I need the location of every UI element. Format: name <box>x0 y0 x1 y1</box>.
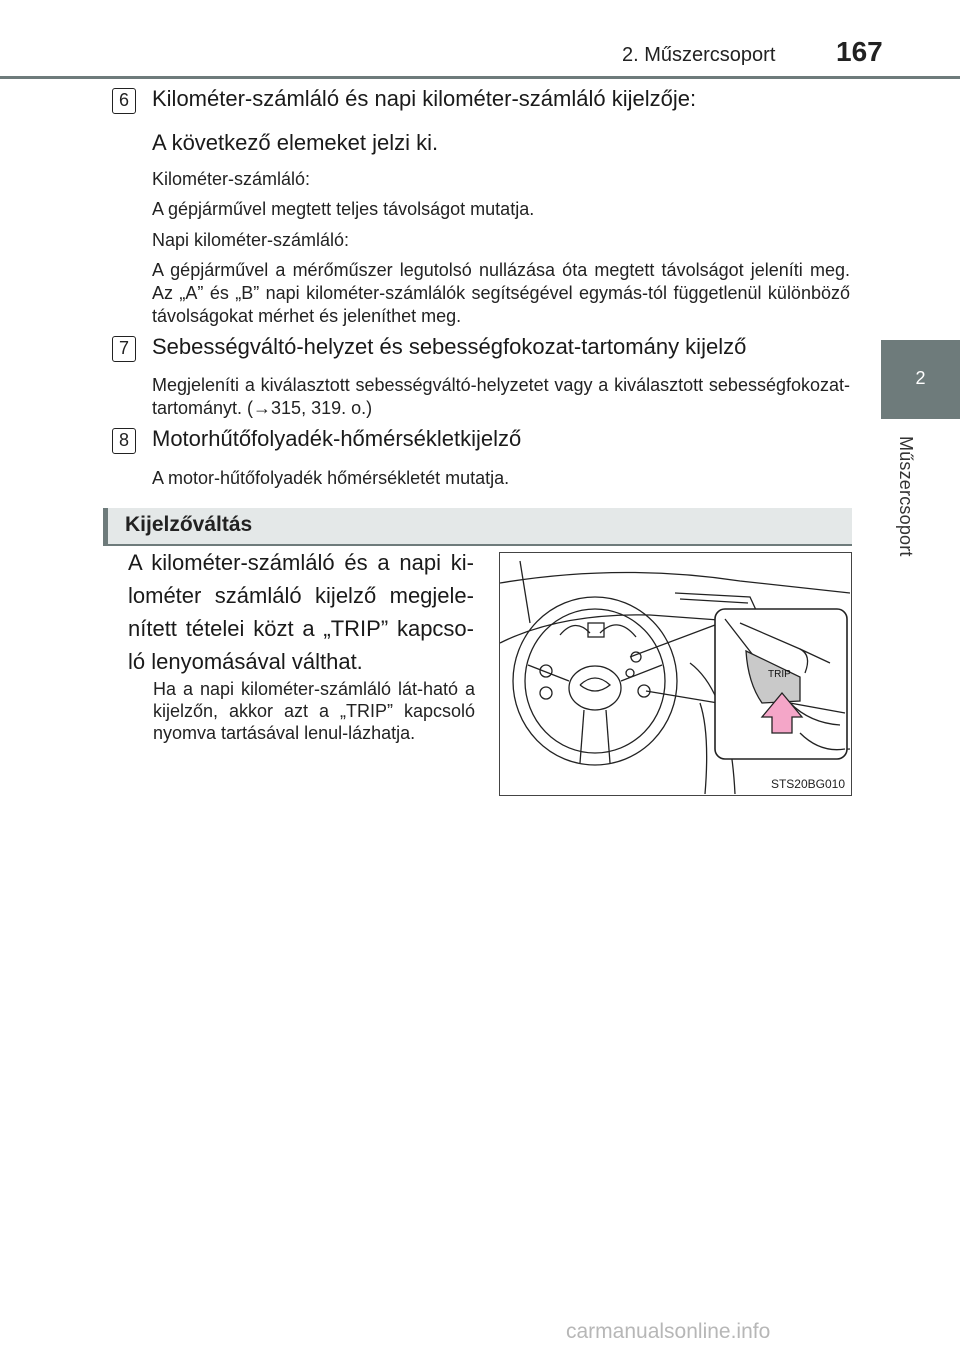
section-note: Ha a napi kilométer-számláló lát-ható a kijelzőn, akkor azt a „TRIP” kapcsoló nyomva tartásával lenul-lázhatja. <box>153 679 475 743</box>
item-title: Kilométer-számláló és napi kilométer-számláló kijelzője: <box>152 86 697 111</box>
item-text: A motor-hűtőfolyadék hőmérsékletét mutatja. <box>152 468 510 488</box>
chapter-tab-label: Műszercsoport <box>896 436 916 557</box>
chapter-tab-number: 2 <box>915 368 926 388</box>
item-text: A gépjárművel megtett teljes távolságot mutatja. <box>152 199 535 219</box>
item-subheading: Kilométer-számláló: <box>152 169 311 189</box>
chapter-tab[interactable] <box>881 340 960 419</box>
item-number-badge: 7 <box>112 336 136 362</box>
item-title: Motorhűtőfolyadék-hőmérsékletkijelző <box>152 426 522 451</box>
item-number-badge: 6 <box>112 88 136 114</box>
section-header <box>103 508 852 546</box>
item-lead: A következő elemeket jelzi ki. <box>152 130 439 155</box>
item-text: A gépjárművel a mérőműszer legutolsó nullázása óta megtett távolságot jeleníti meg. Az „A” és „B” napi kilométer-számlálók segítségével egymás-tól függetlenül különböző távolságokat mérhet és jeleníthet meg. <box>152 260 850 326</box>
section-accent <box>103 508 108 546</box>
trip-button-label: TRIP <box>768 669 791 680</box>
figure-id: STS20BG010 <box>770 777 845 791</box>
item-number-badge: 8 <box>112 428 136 454</box>
page-header <box>0 0 960 80</box>
section-body: A kilométer-számláló és a napi ki-lométer számláló kijelző megjele-nített tételei közt a „TRIP” kapcso-ló lenyomásával válthat. <box>128 550 474 674</box>
header-divider <box>0 76 960 79</box>
chapter-title: 2. Műszercsoport <box>622 44 776 66</box>
item-title: Sebességváltó-helyzet és sebességfokozat-tartomány kijelző <box>152 334 747 359</box>
item-subheading: Napi kilométer-számláló: <box>152 230 350 250</box>
section-title: Kijelzőváltás <box>125 513 253 536</box>
watermark: carmanualsonline.info <box>566 1320 771 1343</box>
item-text: Megjeleníti a kiválasztott sebességváltó-helyzetet vagy a kiválasztott sebességfokozat-tartományt. (→315, 319. o.) <box>152 375 850 418</box>
steering-wheel-drawing <box>500 553 850 794</box>
dashboard-illustration <box>499 552 852 796</box>
page-number: 167 <box>836 36 883 67</box>
